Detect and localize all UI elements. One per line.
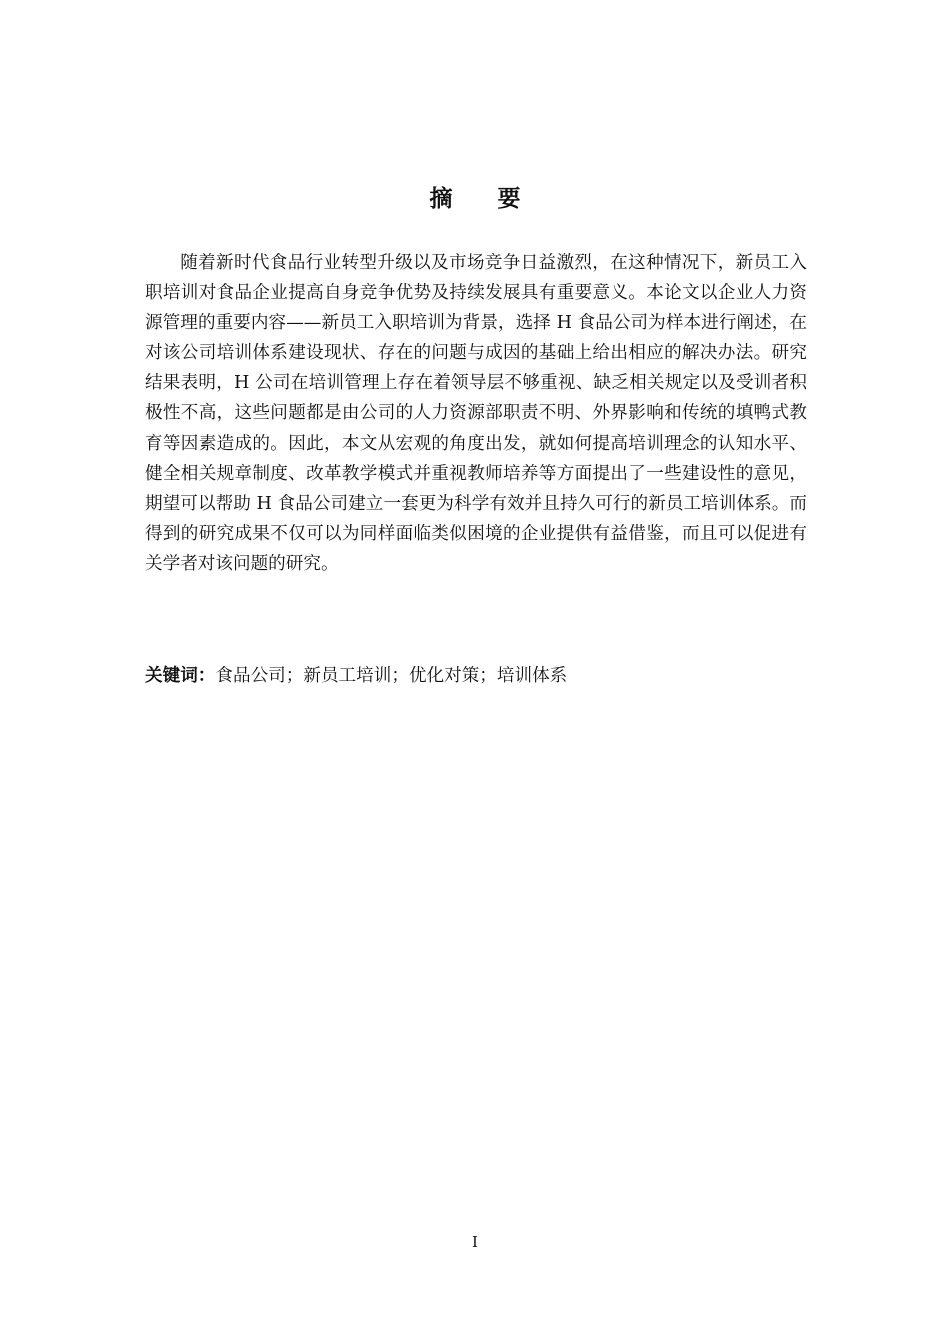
keywords-text: 食品公司；新员工培训；优化对策；培训体系 (215, 666, 568, 686)
abstract-paragraph: 随着新时代食品行业转型升级以及市场竞争日益激烈，在这种情况下，新员工入职培训对食品企业提高自身竞争优势及持续发展具有重要意义。本论文以企业人力资源管理的重要内容——新员工入职培训为背景，选择 H 食品公司为样本进行阐述，在对该公司培训体系建设现状、存在的问题与成因的基础上给出相应的解决办法。研究结果表明，H 公司在培训管理上存在着领导层不够重视、缺乏相关规定以及受训者积极性不高，这些问题都是由公司的人力资源部职责不明、外界影响和传统的填鸭式教育等因素造成的。因此，本文从宏观的角度出发，就如何提高培训理念的认知水平、健全相关规章制度、改革教学模式并重视教师培养等方面提出了一些建设性的意见，期望可以帮助 H 食品公司建立一套更为科学有效并且持久可行的新员工培训体系。而得到的研究成果不仅可以为同样面临类似困境的企业提供有益借鉴，而且可以促进有关学者对该问题的研究。 (145, 253, 807, 574)
keywords-label: 关键词： (145, 666, 216, 686)
keywords-line (145, 662, 807, 690)
page-number: I (472, 1233, 478, 1251)
abstract-title: 摘要 (429, 186, 566, 212)
